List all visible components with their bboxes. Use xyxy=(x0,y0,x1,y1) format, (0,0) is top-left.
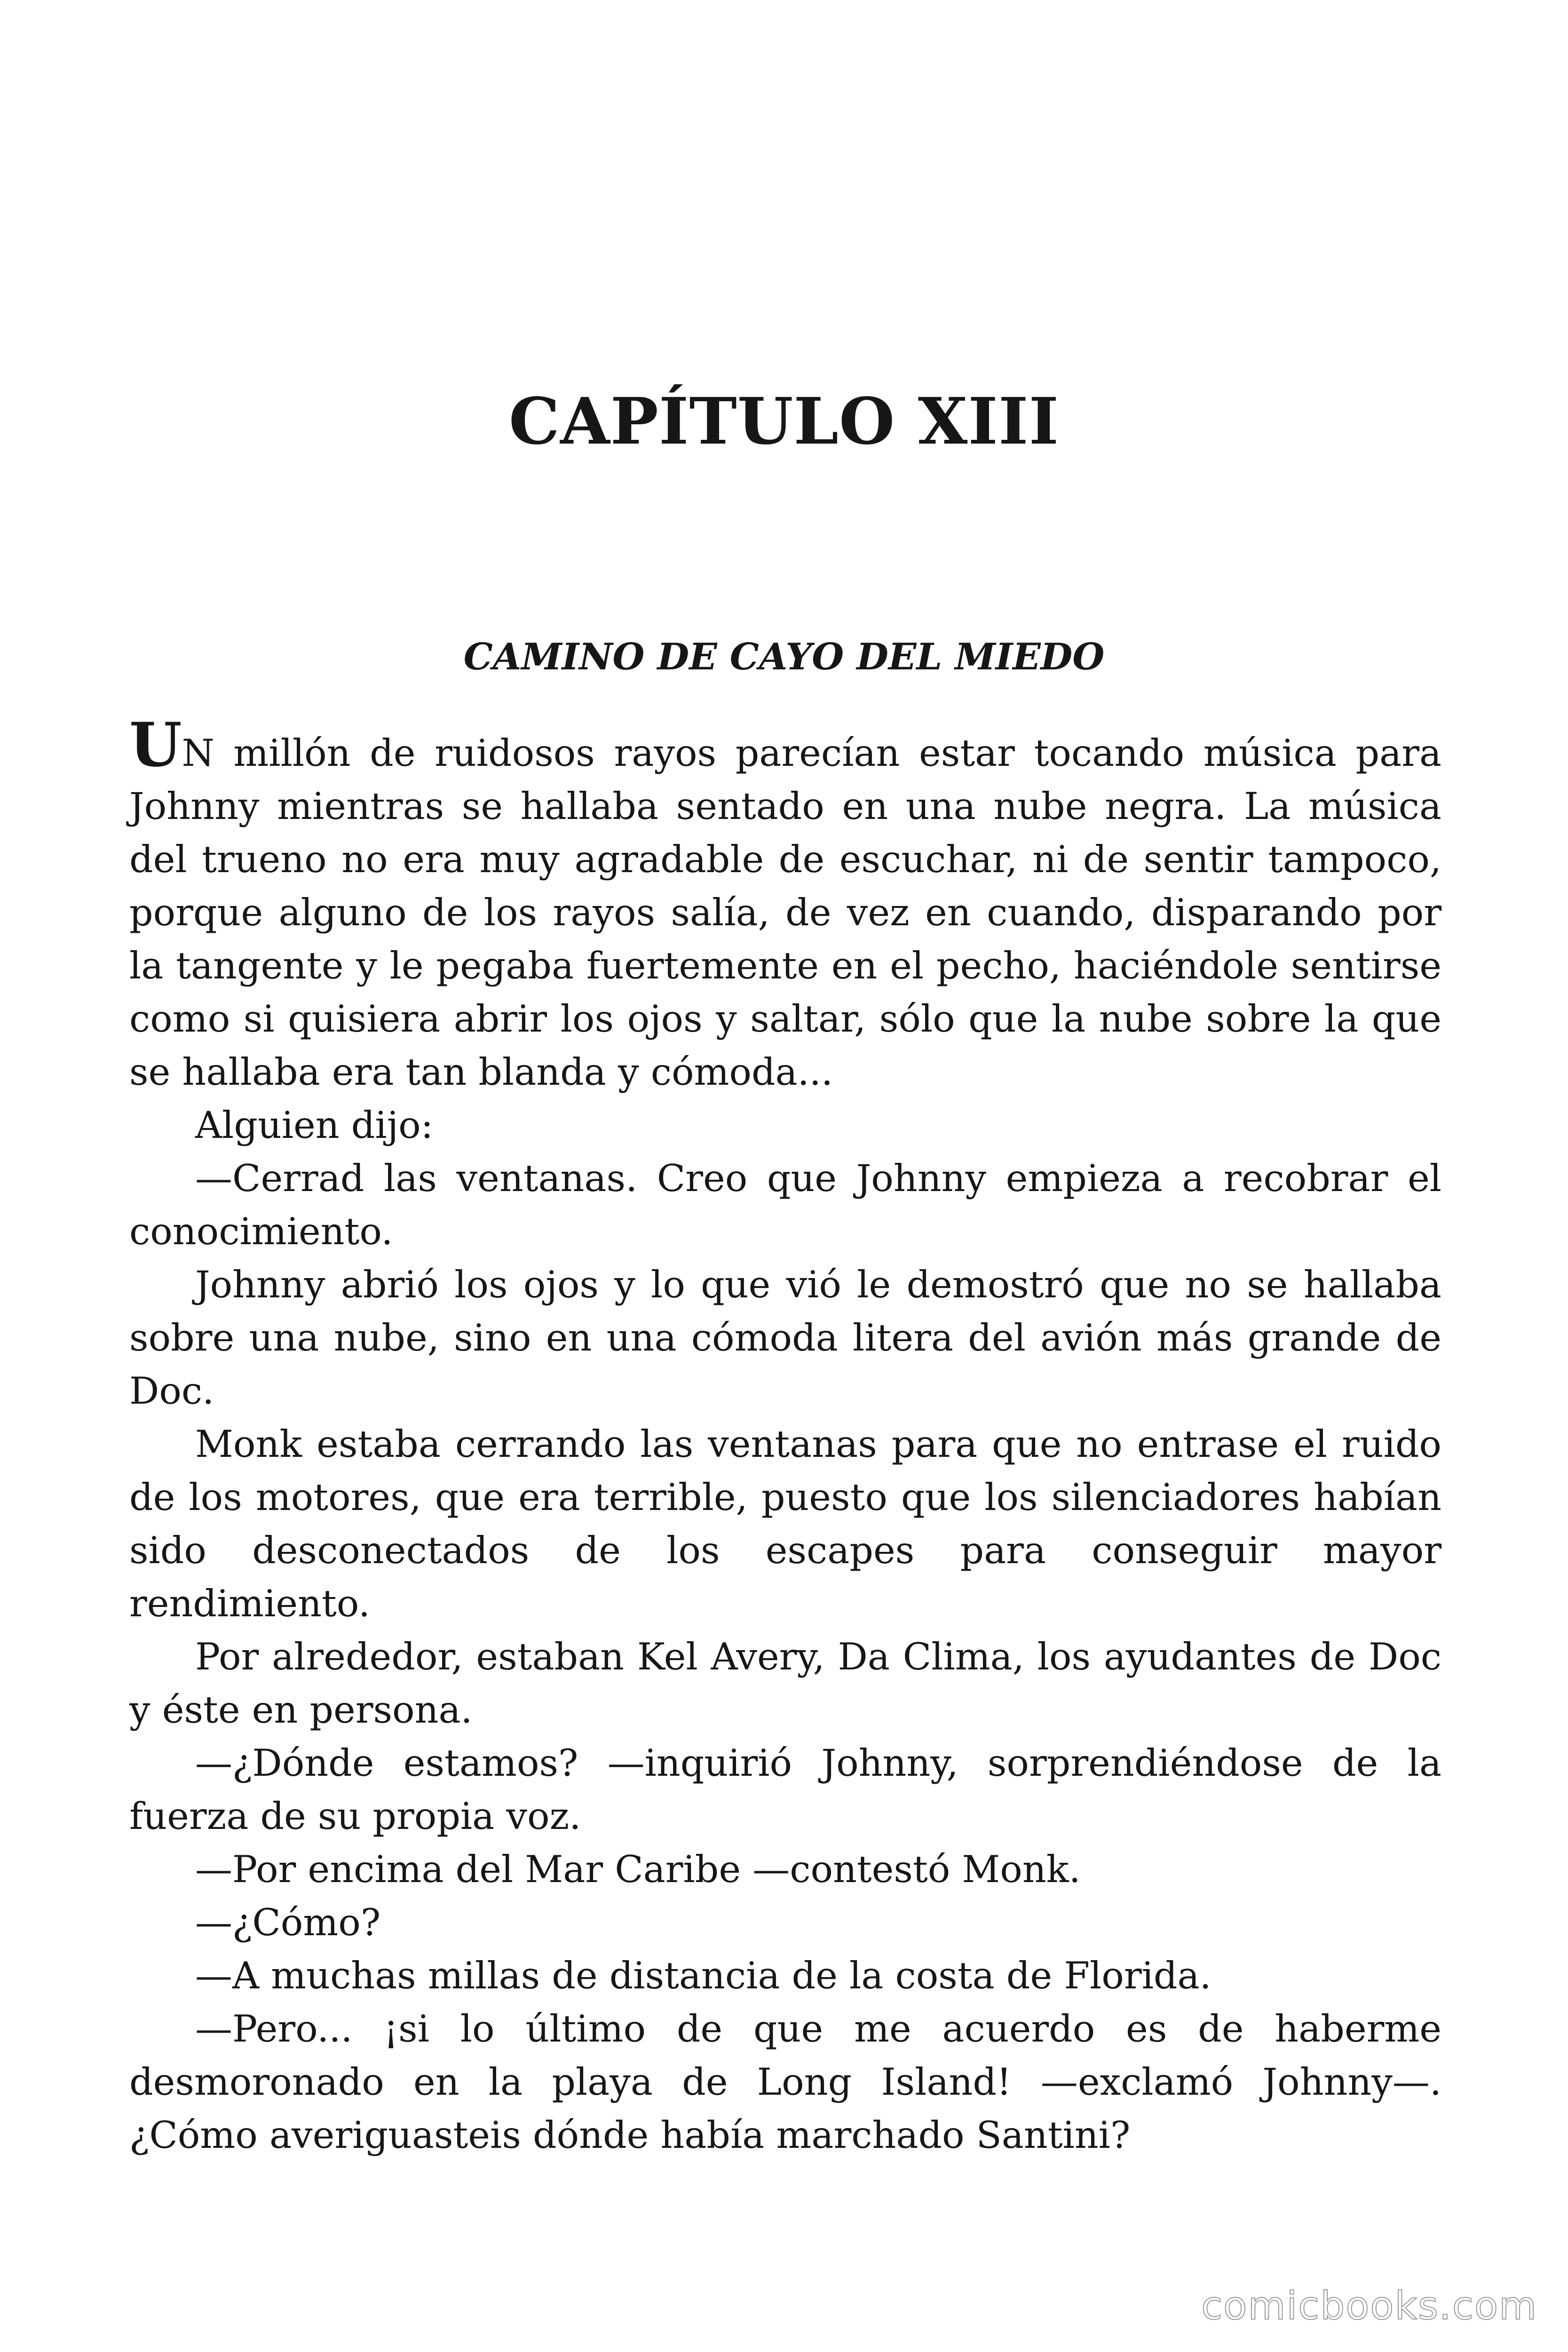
paragraph: Johnny abrió los ojos y lo que vió le demostró que no se hallaba sobre una nube, sino en una cómoda litera del avión más grande de Doc. xyxy=(129,1263,1441,1413)
paragraph: —¿Cómo? xyxy=(195,1901,381,1944)
first-paragraph-text: millón de ruidosos rayos parecían estar tocando música para Johnny mientras se hallaba sentado en una nube negra. La música del trueno no era muy agradable de escuchar, ni de sentir tampoco, porque alguno de los rayos salía, de vez en cuando, disparando por la tangente y le pegaba fuertemente en el pecho, haciéndole sentirse como si quisiera abrir los ojos y saltar, sólo que la nube sobre la que se hallaba era tan blanda y cómoda... xyxy=(129,731,1441,1094)
drop-cap: U xyxy=(129,710,182,780)
chapter-title: CAPÍTULO XIII xyxy=(508,384,1060,459)
watermark: comicbooks.com xyxy=(1201,2284,1537,2328)
paragraph: —A muchas millas de distancia de la costa de Florida. xyxy=(195,1954,1212,1997)
paragraph: —¿Dónde estamos? —inquirió Johnny, sorprendiéndose de la fuerza de su propia voz. xyxy=(129,1741,1441,1838)
paragraph: —Cerrad las ventanas. Creo que Johnny empieza a recobrar el conocimiento. xyxy=(129,1157,1441,1253)
paragraph: Monk estaba cerrando las ventanas para que no entrase el ruido de los motores, que era terrible, puesto que los silenciadores habían sido desconectados de los escapes para conseguir mayor rendimiento. xyxy=(129,1422,1441,1625)
paragraph: Por alrededor, estaban Kel Avery, Da Clima, los ayudantes de Doc y éste en persona. xyxy=(129,1635,1441,1732)
paragraph: —Pero... ¡si lo último de que me acuerdo es de haberme desmoronado en la playa de Long Island! —exclamó Johnny—. ¿Cómo averiguasteis dónde había marchado Santini? xyxy=(129,2007,1441,2157)
paragraph: —Por encima del Mar Caribe —contestó Monk. xyxy=(195,1848,1081,1891)
paragraph: Alguien dijo: xyxy=(195,1104,434,1147)
chapter-subtitle: CAMINO DE CAYO DEL MIEDO xyxy=(463,636,1105,678)
chapter-body xyxy=(129,710,1441,2162)
first-paragraph xyxy=(129,710,1441,1099)
drop-cap-continuation: N xyxy=(182,731,214,775)
